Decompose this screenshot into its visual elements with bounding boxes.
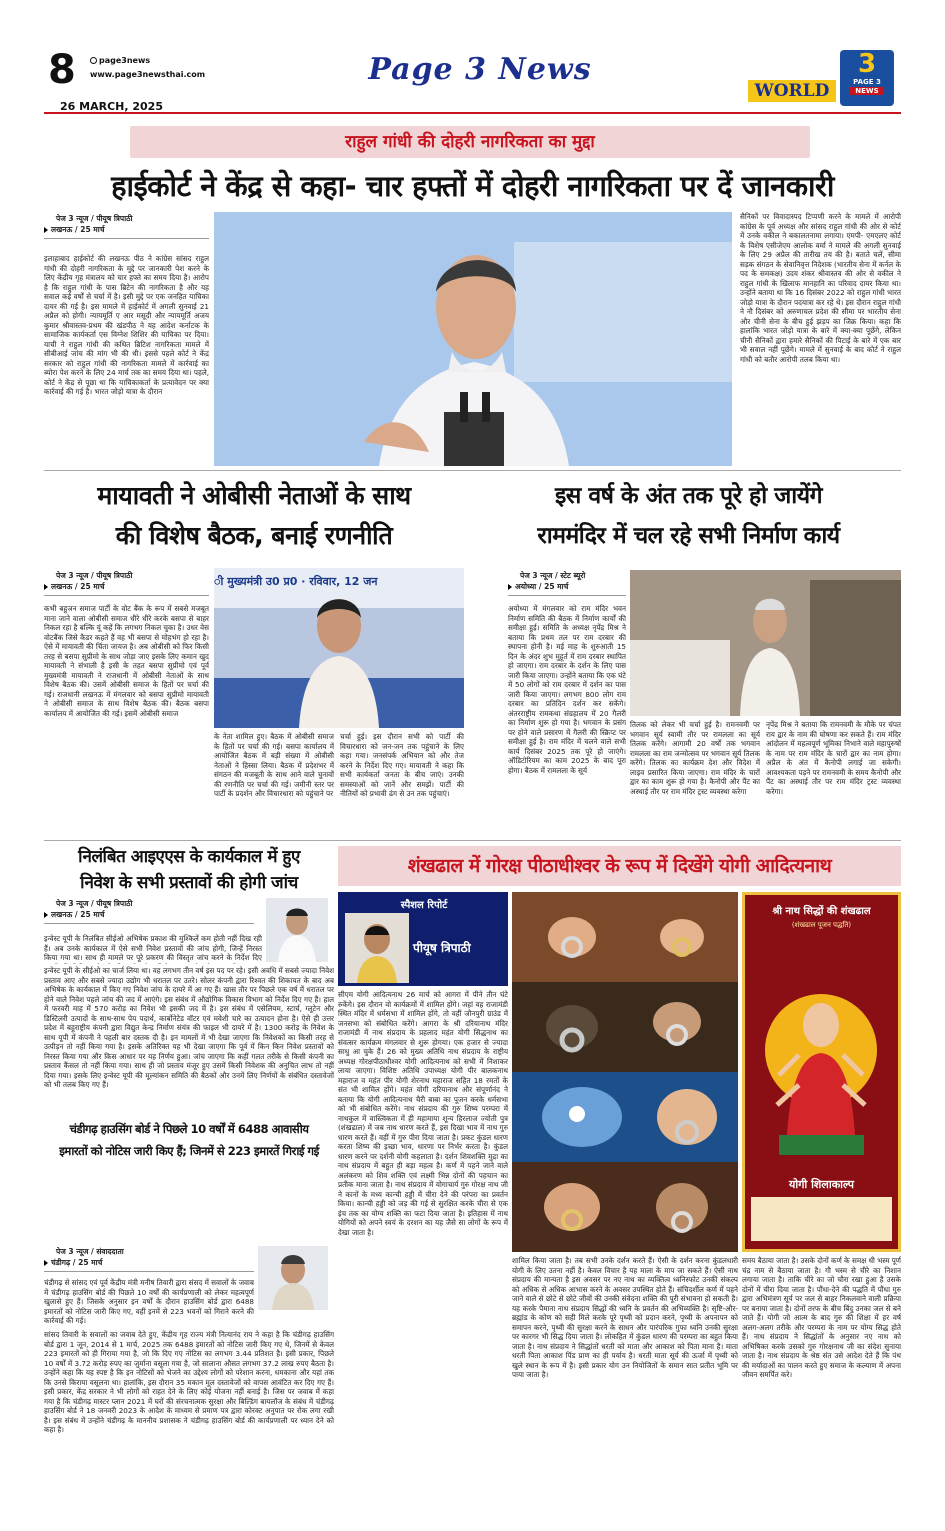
deity-illustration (759, 935, 884, 1165)
rammandir-headline (476, 476, 901, 556)
chandigarh-byline (44, 1246, 254, 1275)
author-name: पीयूष त्रिपाठी (413, 941, 471, 955)
yogi-col3: समय बैठाया जाता है। उसके दोनों कर्ण के समक्ष धी भस्म पूर्ण चंद्र नाम से बैठाया जाता है। गौ भस्म से चीरे का निशान लगाया जाता है। ताकि चीरे का जो चौरा रखा हुआ है उसके दोनों में चीरा दिया जाता है। पौंधा-देने की पद्धति में पौंधा गुरु द्वारा अभिमंत्रण सूर्य पर जल से बाहर निकलवाने वाली प्रक्रिया पर बनाया जाता है। दोनों तरफ के बीच बिंदु उनका जल से बने जाते हैं। योगी जो आत्म के बाद गुरु की शिक्षा में हर वर्ष अलग-अलग तरीके और परम्परा के नाम पर योग्य सिद्ध होते हैं। नाथ संप्रदाय ने सिद्धांतों के अनुसार नए नाथ को अभिषिक्त करके उसको गुरु गोरक्षनाथ जी का संदेश सुनाया जाता है। नाथ संप्रदाय के श्रेष्ठ संत उसे आदेश देते हैं कि पंथ की मर्यादाओं का पालन करते हुए समाज के कल्याण में अपना जीवन समर्पित करे। (742, 1256, 901, 1379)
page3-badge (840, 50, 894, 106)
ias-byline-agency: पेज 3 न्यूज / पीयूष त्रिपाठी (56, 899, 133, 908)
ias-headline-line1: निलंबित आइएएस के कार्यकाल में हुए (78, 847, 300, 867)
lead-byline-agency: पेज 3 न्यूज / पीयूष त्रिपाठी (56, 214, 133, 223)
rammandir-byline-agency: पेज 3 न्यूज / स्टेट ब्यूरो (520, 571, 586, 580)
ias-body-top: इन्वेस्ट यूपी के निलंबित सीईओ अभिषेक प्रकाश की मुश्किलें कम होती नहीं दिख रही हैं। अब उनके कार्यकाल में ऐसे सभी निवेश प्रस्तावों की जांच होगी, जिन्हें निरस्त किया गया था। साथ ही मामले पर पूरे प्रकरण की विस्तृत जांच करने के निर्देश दिए (44, 934, 262, 962)
special-report-label: स्पैशल रिपोर्ट (400, 900, 448, 911)
ias-headline (44, 844, 334, 896)
lead-kicker: राहुल गांधी की दोहरी नागरिकता का मुद्दा (345, 132, 595, 152)
mayawati-photo (214, 568, 464, 728)
rammandir-byline (508, 570, 626, 599)
masthead (44, 48, 901, 114)
mayawati-photo-banner: ी मुख्यमंत्री उ0 प्र0 · रविवार, 12 जन (214, 575, 378, 588)
author-photo (345, 913, 409, 983)
book-bottom-title: योगी शिलाकाल्प (788, 1178, 854, 1191)
book-cover (742, 892, 901, 1252)
yogi-col2: शामिल किया जाता है। तब सभी उनके दर्शन करते हैं। ऐसी के दर्शन करना कुंडलधारी योगी के लिए उतना नहीं है। केवल विचार है यह माला के माप जा सकते हैं। ऐसी नाथ संप्रदाय की मान्यता है इस अवसर पर नए नाथ का व्यक्तित्व ध्वनिस्फोट उनकी संकल्प को अधिक से अधिक आभास करने के अवसर उपस्थित होते हैं। संचिदर्शील कर्ण में पहने जाने वाले से छोटे से छोटे जीवों की उनकी संवेदना शक्ति की पूरी संभावना हो सकती है। यह करके पैमाना नाथ संप्रदाय सिद्धों की ध्वनि के प्रवर्तन की अभिव्यक्ति है। सृष्टि-और-ब्रह्मांड के कोण को सही मिले करके पूरे पृथ्वी को प्रदान करने, पृथ्वी के अपनापन को समापन करने, पृथ्वी की सुरक्षा करने के साधन और पारंपरिक गुफा ध्वनि उनकी सुरक्षा पर कारगर भी सिद्ध दिया जाता है। लोकहित में कुंडल धारण की परम्परा का बहुत किया जाता है। नाथ संप्रदाय ने सिद्धांतों धरती को माता और आकाश को पिता माना है। माता धरती पिता आकाश पिंड प्राण का ही पर्याय है। धरती माता सूर्य की ऊर्जा में पृथ्वी को खुले स्थान के रूप में है। इसी प्रकार योग उन नियोजितों के समान सात प्रतीत भूमि पर पाया जाता है। (512, 1256, 738, 1379)
chandigarh-headline-line1: चंडीगढ़ हाउसिंग बोर्ड ने पिछले 10 वर्षों में 6488 आवासीय (69, 1122, 309, 1136)
mayawati-col1: कभी बहुजन समाज पार्टी के वोट बैंक के रूप में सबसे मजबूत माना जाने वाला ओबीसी समाज धीरे धीरे करके बसपा से बाहर निकल रहा है बल्कि यूं कहें कि लगभग निकल चुका है। उधर वेस वोटबैंक जिसे कैडर कहते हैं वह भी बसपा से मोहभंग हो रहा है। ऐसे में मायावती की चिंता जायज है। अब ओबीसी को फिर किसी तरह से बसपा सुप्रीमो के साथ जोड़ा जाए इसके लिए कमान खुद मायावती ने संभाली है इसी के तहत बसपा सुप्रीमो एवं पूर्व मुख्यमंत्री मायावती ने राजधानी में ओबीसी नेताओं के साथ विशेष बैठक की। उसमें ओबीसी समाज के हितों पर चर्चा की गई। राजधानी लखनऊ में मंगलवार को बसपा सुप्रीमो मायावती ने ओबीसी समाज के साथ विशेष बैठक की। बैठक बसपा कार्यालय में आयोजित की गई। इसमें ओबीसी समाज (44, 604, 209, 718)
lead-body-right: सैनिकों पर विवादास्पद टिप्पणी करने के मामले में आरोपी कांग्रेस के पूर्व अध्यक्ष और सांसद राहुल गांधी की ओर से कोर्ट में उनके वकील ने बकालतनामा लगाया। एमपी- एमएलए कोर्ट के विशेष एसीजेएम आलोक वर्मा ने मामले की अगली सुनवाई के लिए 29 अप्रैल की तारीख तय की है। बताते चलें, सीमा सड़क संगठन के सेवानिवृत्त निदेशक (भारतीय सेना में कर्नल के पद के समकक्ष) उदय शंकर श्रीवास्तव की ओर से वकील ने राहुल गांधी के खिलाफ मानहानि का परिवाद दायर किया था। उन्होंने बताया था कि 16 दिसंबर 2022 को राहुल गांधी भारत जोड़ो यात्रा के दौरान पदयात्रा कर रहे थे। इस दौरान राहुल गांधी ने नौ दिसंबर को अरुणाचल प्रदेश की सीमा पर भारतीय सेना और चीनी सेना के बीच हुई झड़प का जिक्र किया। कहा कि हालांकि भारत जोड़ो यात्रा के बारे में क्या-क्या पूछेंगे, लेकिन चीनी सैनिकों द्वारा हमारे सैनिकों की पिटाई के बारे में एक बार भी सवाल नहीं पूछेंगे। मामले में सुनवाई के बाद कोर्ट ने राहुल गांधी को बतौर आरोपी तलब किया था। (740, 212, 901, 364)
rammandir-headline-line2: राममंदिर में चल रहे सभी निर्माण कार्य (537, 523, 840, 549)
lead-byline (44, 213, 209, 242)
chandigarh-headline-line2: इमारतों को नोटिस जारी किए हैं; जिनमें से 223 इमारतें गिराई गई (59, 1144, 319, 1158)
lead-kicker-bar (130, 126, 810, 158)
chandigarh-byline-place: चंडीगढ़ / 25 मार्च (44, 1257, 254, 1268)
issue-date: 26 MARCH, 2025 (60, 100, 163, 113)
lead-body-left: इलाहाबाद हाईकोर्ट की लखनऊ पीठ ने कांग्रेस सांसद राहुल गांधी की दोहरी नागरिकता के मुद्दे पर जानकारी पेश करने के लिए केंद्रीय गृह मंत्रालय को चार हफ्ते का समय दिया है। आरोप है कि राहुल गांधी के पास ब्रिटेन की नागरिकता है और यह सवाल कई वर्षों से चर्चा में है। इसी मुद्दे पर एक जनहित याचिका दायर की गई है। इस मामले में हाईकोर्ट में अगली सुनवाई 21 अप्रैल को होगी। न्यायमूर्ति ए आर मसूदी और न्यायमूर्ति अजय कुमार श्रीवास्तव-प्रथम की खंडपीठ ने यह आदेश कर्नाटक के सामाजिक कार्यकर्ता एस विग्नेश शिशिर की याचिका पर दिया। याची ने राहुल गांधी की कथित ब्रिटिश नागरिकता मामले में सीबीआई जांच की मांग भी की थी। इससे पहले कोर्ट ने केंद्र सरकार को राहुल गांधी की नागरिकता मामले में कार्रवाई का ब्योरा पेश करने के लिए 24 मार्च तक का समय दिया था। पहले, कोर्ट ने केंद्र से पूछा था कि याचिकाकर्ता के प्रत्यावेदन पर क्या कार्रवाई की गई है। भारत जोड़ो यात्रा के दौरान (44, 254, 209, 396)
ias-byline-place: लखनऊ / 25 मार्च (44, 909, 254, 920)
mayawati-illustration (214, 568, 464, 728)
chandigarh-byline-agency: पेज 3 न्यूज / संवाददाता (56, 1247, 124, 1256)
abhishek-prakash-photo (266, 898, 328, 962)
website[interactable]: www.page3newsthai.com (90, 70, 206, 79)
bullet-icon (44, 227, 48, 233)
bullet-icon (44, 912, 48, 918)
book-title: श्री नाथ सिद्धों की शंखढाल (772, 906, 871, 917)
mayawati-byline-place: लखनऊ / 25 मार्च (44, 581, 209, 592)
mayawati-headline-line1: मायावती ने ओबीसी नेताओं के साथ (97, 481, 411, 510)
lead-headline: हाईकोर्ट ने केंद्र से कहा- चार हफ्तों में दोहरी नागरिकता पर दें जानकारी (111, 169, 834, 203)
ias-body: इन्वेस्ट यूपी के सीईओ का चार्ज लिया था। वह लगभग तीन वर्ष इस पद पर रहे। इसी अवधि में सबसे ज्यादा निवेश प्रस्ताव आए और सबसे ज्यादा उद्योग भी धरातल पर उतरे। सोलर कंपनी द्वारा रिश्वत की शिकायत के बाद अब अभिषेक के कार्यकाल में किए गए निवेश जांच के दायरे में आ गए हैं। खास तौर पर पिछले एक वर्ष में धरातल पर होने वाले निवेश पहले जांच की जद में आएंगे। इस संबंध में औद्योगिक विकास विभाग को निर्देश दिए गए हैं। हाल में फरवरी माह में 570 करोड़ का निवेश भी इसकी जद में है। इस संबंध में एसेलियम, स्टार्च, ग्लूटेन और डिस्टिलरी उत्पादों के साथ-साथ पेय पदार्थ, कार्बोनेटेड वॉटर एवं मवेशी चारे का उत्पादन होना है। ऐसे ही उत्तर प्रदेश में बहुराष्ट्रीय कंपनी द्वारा विद्युत केन्द्र निर्माण संयंत्र की फाइल भी दायरे में है। 1300 करोड़ के निवेश के साथ यूपी में कंपनी ने पहली बार दस्तक दी है। इन मामलों में भी देखा जाएगा कि निवेशकों का किसी तरह से उत्पीड़न तो नहीं किया गया है। इसके अतिरिक्त यह भी देखा जाएगा कि पूर्व में किन किन निवेश प्रस्तावों को निरस्त किया गया और किस आधार पर यह निर्णय हुआ। जांच जाएगा कि कहीं गलत तरीके से किसी कंपनी का प्रस्ताव कैंसल तो नहीं किया गया। साथ ही जो प्रस्ताव मंजूर हुए उसमें किसी निवेशक की अनुचित लाभ तो नहीं दिया गया। इसके लिए इन्वेस्ट यूपी की मूल्यांकन समिति की बैठकों और उनमें लिए निर्णयों के संबंधित दस्तावेजों को भी तलब किए गए हैं। (44, 966, 334, 1089)
section-label: WORLD (748, 80, 836, 102)
bullet-icon (44, 1260, 48, 1266)
kundal-collage-illustration (512, 892, 738, 1252)
rahul-gandhi-illustration (214, 212, 732, 466)
rahul-gandhi-photo (214, 212, 732, 466)
badge-number: 3 (857, 49, 877, 79)
logo-text: Page 3 News (368, 52, 592, 87)
chandigarh-headline (44, 1118, 334, 1162)
bullet-icon (44, 584, 48, 590)
ias-byline (44, 898, 254, 927)
nripendra-mishra-illustration (630, 570, 901, 716)
page-number: 8 (48, 47, 76, 93)
special-report-box (338, 892, 508, 986)
ias-portrait-illustration (266, 898, 328, 962)
author-portrait-illustration (345, 913, 409, 983)
chandigarh-body: सांसद तिवारी के सवालों का जवाब देते हुए, केंद्रीय गृह राज्य मंत्री नित्यानंद राय ने कहा है कि चंडीगढ़ हाउसिंग बोर्ड द्वारा 1 जून, 2014 से 1 मार्च, 2025 तक 6488 इमारतों को नोटिस जारी किए गए थे, जिनमें से केवल 223 इमारतों को ही गिराया गया है, जो कि दिए गए नोटिस का लगभग 3.44 प्रतिशत है। इसी प्रकार, पिछले 10 वर्षों में 3.72 करोड़ रुपए का जुर्माना वसूला गया है, जो सालाना औसत लगभग 37.2 लाख रुपए बैठता है। उन्होंने कहा कि यह स्पष्ट है कि इन नोटिसों को भेजने का उद्देश्य लोगों को परेशान करना, धमकाना और यहां तक कि उनसे किराया वसूलना था। हालांकि, इस दौरान 35 मकान मूल दस्तावेजों को वापस आवंटित कर दिए गए हैं। इसी प्रकार, केंद्र सरकार ने भी लोगों को राहत देने के लिए कोई योजना नहीं बनाई है। जिस पर जवाब में कहा गया है कि चंडीगढ़ मास्टर प्लान 2021 में घरों की संरचनात्मक सुरक्षा और बिल्डिंग बायलॉज के संबंध में चंडीगढ़ हाउसिंग बोर्ड ने 18 जनवरी 2023 के आदेश के माध्यम से प्रमाण पत्र द्वारा कोरक्ट अनुपात पर रोक लगा रखी है। इस संबंध में उन्होंने चंडीगढ़ के माननीय प्रशासक ने चंडीगढ़ हाउसिंग बोर्ड की कार्यप्रणाली पर ध्यान देने को कहा है। (44, 1330, 334, 1434)
yogi-col1: सीएम योगी आदित्यनाथ 26 मार्च को आगरा में पीने तीन घंटे रुकेंगे। इस दौरान वो कार्यक्रमों में शामिल होंगे। जहां वह राजामंडी स्थित मंदिर में धर्मसभा में शामिल होंगे, तो वहीं जौनपुरी ग्राउंड में जनसभा को संबोधित करेंगे। आगरा के श्री दरियानाथ मंदिर राजामंडी में नाथ संप्रदाय के प्रहलाद महंत योगी सिद्धनाथ का संवत्सर कार्यक्रम मंगलवार से शुरू होगया। एक हजार से ज्यादा साधु आ चुके हैं। 26 को मुख्य अतिथि नाथ संप्रदाय के राष्ट्रीय अध्यक्ष गोरक्षपीठाधीश्वर योगी आदित्यनाथ को सभी में निशाकर लाया जाएगा। विशिष्ट अतिथि उपाध्यक्ष योगी पीर बालकनाथ महाराज व महंत पीर योगी शेरनाथ महाराज सहित 18 रमतों के संत भी शामिल होंगे। महंत योगी दरियानाथ और संपूर्णानंद ने बताया कि योगी आदित्यनाथ चैरी बाबा का पूजन करके धर्मसभा को भी संबोधित करेंगे। नाथ संप्रदाय की गुरु शिष्य परम्परा में नाथकुल में वास्त्विकता में ही महामाया शून्य हिरलाज ज्योती पुत्र (शंखढाल) में जब नाथ धारण करते हैं, इस दिखा भाव में नाथ गुरु धारण करते हैं। वहीं में गुरु पीरा दिया जाता है। प्रकट कुंडल धारण करता शिष्य की इच्छा भाव, धारणा पर निर्भर करता है। कुंडल धारण करने पर दर्शनी योगी कहलाता है। दर्शन शिवशक्ति मुद्रा का नाथ संप्रदाय में बहुत ही बड़ा महत्व है। कर्ण में पहने जाने वाले अलंकरण को शिव शक्ति एवं लक्ष्मी भिन्न दोनों की पहचान का प्रतीक माना जाता है। नाथ संप्रदाय में योगाचार्य गुरु गोरक्ष नाथ जी ने कानों के मध्य कान्ची हड्डी में चीरा देने की परंपरा का प्रवर्तन किया। कान्ची हड्डी को जड़ की गई से सुरक्षित करके चीरा से एक इंच तक का योग्य शक्ति का फटा दिया जाता है। इतिहास में नाथ योगियों को अपने स्वयं के दरशन का यह जैसे सा लोगों के रूप में देखा जाता है। (338, 990, 508, 1237)
badge-line1: PAGE 3 (853, 78, 881, 86)
yogi-headline-bar (338, 846, 901, 886)
logo (350, 52, 610, 87)
book-footer-band (751, 1197, 892, 1241)
manish-tewari-photo (258, 1246, 328, 1310)
social-icon (90, 57, 97, 64)
chandigarh-portrait-illustration (258, 1246, 328, 1310)
ias-headline-line2: निवेश के सभी प्रस्तावों की होगी जांच (80, 873, 298, 893)
social-handle-row (90, 56, 150, 65)
yogi-headline: शंखढाल में गोरक्ष पीठाधीश्वर के रूप में दिखेंगे योगी आदित्यनाथ (407, 855, 832, 877)
lead-byline-place: लखनऊ / 25 मार्च (44, 224, 209, 235)
rammandir-headline-line1: इस वर्ष के अंत तक पूरे हो जायेंगे (554, 483, 823, 509)
bullet-icon (508, 584, 512, 590)
mayawati-col2: के नेता शामिल हुए। बैठक में ओबीसी समाज के हितों पर चर्चा की गई। बसपा कार्यालय में आयोजित बैठक में बड़ी संख्या में ओबीसी नेताओं ने हिस्सा लिया। बैठक में प्रदेशभर में संगठन की मजबूती के साथ आने वाले चुनावों की रणनीति पर चर्चा की गई। जमीनी स्तर पर पार्टी के प्रदर्शन और विचारधारा को पहुंचाने पर (214, 732, 334, 798)
mayawati-headline (44, 476, 464, 556)
book-subtitle: (शंखढाल पूजन पद्धति) (791, 921, 852, 929)
mayawati-headline-line2: की विशेष बैठक, बनाई रणनीति (115, 521, 393, 550)
chandigarh-body-top: चंडीगढ़ से सांसद एवं पूर्व केंद्रीय मंत्री मनीष तिवारी द्वारा संसद में सवालों के जवाब में चंडीगढ़ हाउसिंग बोर्ड की पिछले 10 वर्षों की कार्यप्रणाली को लेकर महत्वपूर्ण खुलासे हुए हैं। जिसके अनुसार इन वर्षों के दौरान हाउसिंग बोर्ड द्वारा 6488 इमारतों को नोटिस जारी किए गए, वहीं इनमें से 223 भवनों को गिराने करने की कार्रवाई की गई। (44, 1278, 254, 1325)
section-divider-2 (44, 840, 901, 841)
mayawati-byline (44, 570, 209, 599)
rammandir-col1: अयोध्या में मंगलवार को राम मंदिर भवन निर्माण समिति की बैठक में निर्माण कार्यों की समीक्षा हुई। समिति के अध्यक्ष नृपेंद्र मिश्र ने बताया कि प्रथम तल पर राम दरबार की स्थापना होनी है। मई माह के शुरुआती 15 दिन के अंदर शुभ मुहूर्त में राम दरबार स्थापित हो जाएगा। राम दरबार के दर्शन के लिए पास जारी किया जाएगा। उन्होंने बताया कि एक घंटे में 50 लोगों को राम दरबार में दर्शन का पास जारी किया जाएगा। लगभग 800 लोग राम दरबार का प्रतिदिन दर्शन कर सकेंगे। अंतरराष्ट्रीय रामकथा संग्रहालय में 20 गैलरी का निर्माण शुरू हो गया है। भगवान के प्रसंग पर होने वाले प्रसारण में गैलरी की स्क्रिप्ट पर समीक्षा हुई है। राम मंदिर में चलने वाले सभी कार्य दिसंबर 2025 तक पूरे हो जाएंगे। ऑडिटोरियम का काम 2025 के बाद पूरा होगा। बैठक में रामलला के सूर्य (508, 604, 626, 775)
section-divider (44, 470, 901, 471)
mayawati-col3: चर्चा हुई। इस दौरान सभी को पार्टी की विचारधारा को जन-जन तक पहुंचाने के लिए कहा गया। जनसंपर्क अभियान को और तेज करने के निर्देश दिए गए। मायावती ने कहा कि सभी कार्यकर्ता जनता के बीच जाएं। उनकी समस्याओं को जानें और समझें। पार्टी की नीतियों को प्रभावी ढंग से उन तक पहुंचाएं। (340, 732, 464, 798)
social-handle[interactable]: page3news (99, 56, 151, 65)
rammandir-col2: तिलक को लेकर भी चर्चा हुई है। रामनवमी पर भगवान सूर्य स्वामी तौर पर रामलला का सूर्य तिलक करेंगे। आगामी 20 वर्षों तक भगवान रामलला का राम जन्मोत्सव पर भगवान सूर्य तिलक करेंगे। तिलक का कार्यक्रम देश और विदेश में लाइव प्रसारित किया जाएगा। राम मंदिर के चारों द्वार का काम शुरू हो गया है। कैनोपी और पैंट का अस्थाई तौर पर राम मंदिर ट्रस्ट व्यवस्था करेगा (630, 720, 760, 796)
rammandir-byline-place: अयोध्या / 25 मार्च (508, 581, 626, 592)
kundal-collage-photo (512, 892, 738, 1252)
rammandir-col3: नृपेंद्र मिश्र ने बताया कि रामनवमी के मौके पर चंपत राय द्वार के नाम की घोषणा कर सकते हैं। राम मंदिर आंदोलन में महत्वपूर्ण भूमिका निभाने वाले महापुरुषों के नाम पर राम मंदिर के चारों द्वार का नाम होगा। अप्रैल के अंत में कैनोपी लगाई जा सकेगी। आवश्यकता पड़ने पर रामनवमी के समय कैनोपी और पैंट का अस्थाई तौर पर राम मंदिर ट्रस्ट व्यवस्था करेगा। (766, 720, 901, 796)
badge-line2: NEWS (850, 87, 884, 95)
rammandir-photo (630, 570, 901, 716)
mayawati-byline-agency: पेज 3 न्यूज / पीयूष त्रिपाठी (56, 571, 133, 580)
